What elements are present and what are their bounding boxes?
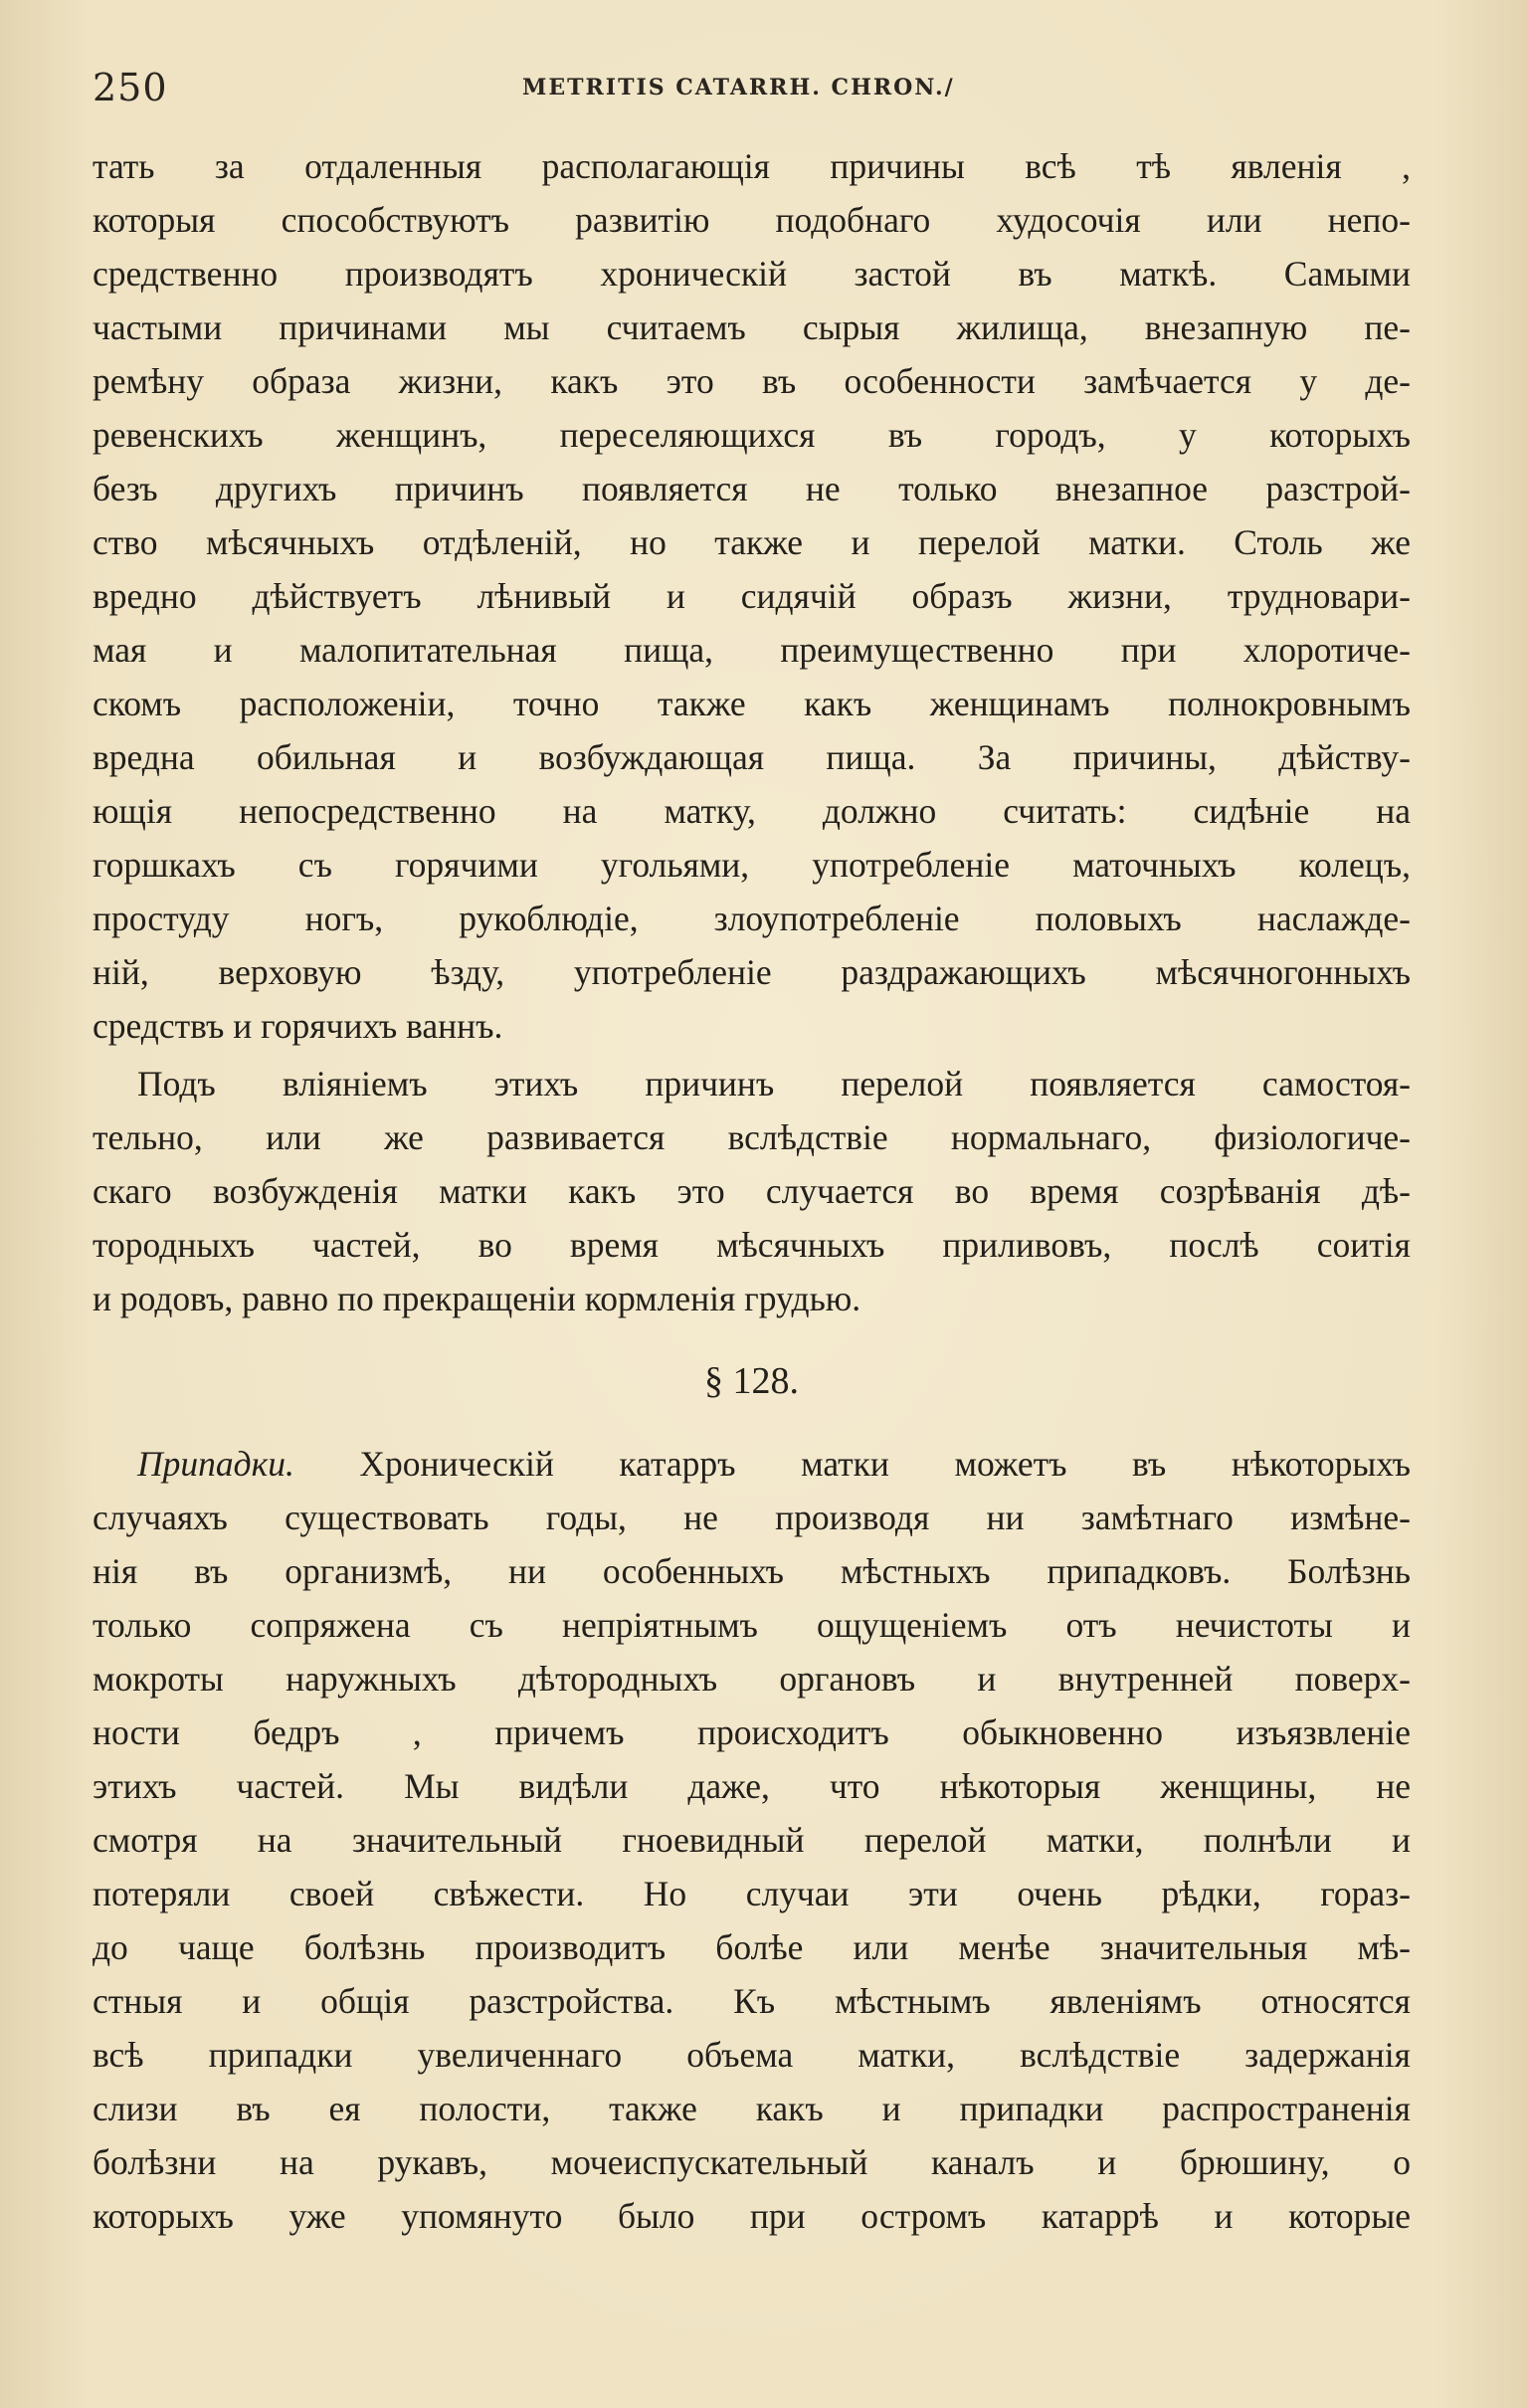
body-text: [93, 139, 1411, 2243]
text-line: болѣзни на рукавъ, мочеиспускательный каналъ и брюшину, о: [93, 2142, 1411, 2182]
paragraph-influence: [93, 1057, 1411, 1325]
text-line: тать за отдаленныя располагающія причины всѣ тѣ явленія ,: [93, 146, 1411, 186]
text-line: всѣ припадки увеличеннаго объема матки, вслѣдствіе задержанія: [93, 2035, 1411, 2075]
text-line: ности бедръ , причемъ происходитъ обыкновенно изъязвленіе: [93, 1712, 1411, 1752]
text-line: и родовъ, равно по прекращеніи кормленія грудью.: [93, 1279, 861, 1318]
text-line: скаго возбужденія матки какъ это случается во время созрѣванія дѣ-: [93, 1171, 1411, 1211]
text-line: стныя и общія разстройства. Къ мѣстнымъ явленіямъ относятся: [93, 1981, 1411, 2021]
text-line: ющія непосредственно на матку, должно считать: сидѣніе на: [93, 791, 1411, 831]
text-line: средственно производятъ хроническій застой въ маткѣ. Самыми: [93, 254, 1411, 294]
text-line: горшкахъ съ горячими угольями, употребленіе маточныхъ колецъ,: [93, 845, 1411, 885]
text-line: Подъ вліяніемъ этихъ причинъ перелой появляется самостоя-: [137, 1064, 1411, 1104]
text-line: вредна обильная и возбуждающая пища. За причины, дѣйству-: [93, 737, 1411, 777]
text-line: ство мѣсячныхъ отдѣленій, но также и перелой матки. Столь же: [93, 522, 1411, 562]
text-line: ремѣну образа жизни, какъ это въ особенности замѣчается у де-: [93, 361, 1411, 401]
text-line: средствъ и горячихъ ваннъ.: [93, 1006, 503, 1046]
text-line: [93, 1437, 1411, 1491]
text-line: безъ другихъ причинъ появляется не только внезапное разстрой-: [93, 469, 1411, 508]
running-head: METRITIS CATARRH. CHRON./: [522, 75, 955, 100]
text-line: тородныхъ частей, во время мѣсячныхъ приливовъ, послѣ соитія: [93, 1225, 1411, 1265]
text-line: вредно дѣйствуетъ лѣнивый и сидячій образъ жизни, трудновари-: [93, 576, 1411, 616]
text-line: смотря на значительный гноевидный перелой матки, полнѣли и: [93, 1820, 1411, 1860]
page-header: [93, 58, 1416, 117]
text-line: которыхъ уже упомянуто было при остромъ катаррѣ и которые: [93, 2196, 1411, 2236]
text-line: мая и малопитательная пища, преимущественно при хлоротиче-: [93, 630, 1411, 670]
text-line: мокроты наружныхъ дѣтородныхъ органовъ и внутренней поверх-: [93, 1659, 1411, 1699]
section-heading: § 128.: [704, 1360, 799, 1402]
text-line: этихъ частей. Мы видѣли даже, что нѣкоторыя женщины, не: [93, 1766, 1411, 1806]
symptoms-lead: Припадки.: [137, 1444, 294, 1484]
symptoms-first-line: Хроническій катарръ матки можетъ въ нѣкоторыхъ: [293, 1444, 1411, 1484]
text-line: только сопряжена съ непріятнымъ ощущеніемъ отъ нечистоты и: [93, 1605, 1411, 1645]
text-line: скомъ расположеніи, точно также какъ женщинамъ полнокровнымъ: [93, 684, 1411, 723]
text-line: тельно, или же развивается вслѣдствіе нормальнаго, физіологиче-: [93, 1117, 1411, 1157]
text-line: которыя способствуютъ развитію подобнаго худосочія или непо-: [93, 200, 1411, 240]
text-line: случаяхъ существовать годы, не производя ни замѣтнаго измѣне-: [93, 1498, 1411, 1537]
paragraph-symptoms: [93, 1437, 1411, 2243]
text-line: частыми причинами мы считаемъ сырыя жилища, внезапную пе-: [93, 307, 1411, 347]
text-line: потеряли своей свѣжести. Но случаи эти очень рѣдки, гораз-: [93, 1874, 1411, 1913]
page-number: 250: [93, 66, 168, 109]
paragraph-causes: [93, 139, 1411, 1053]
text-line: нія въ организмѣ, ни особенныхъ мѣстныхъ припадковъ. Болѣзнь: [93, 1551, 1411, 1591]
text-line: слизи въ ея полости, также какъ и припадки распространенія: [93, 2089, 1411, 2128]
text-line: простуду ногъ, рукоблюдіе, злоупотребленіе половыхъ наслажде-: [93, 899, 1411, 938]
text-line: ній, верховую ѣзду, употребленіе раздражающихъ мѣсячногонныхъ: [93, 952, 1411, 992]
text-line: до чаще болѣзнь производитъ болѣе или менѣе значительныя мѣ-: [93, 1927, 1411, 1967]
text-line: ревенскихъ женщинъ, переселяющихся въ городъ, у которыхъ: [93, 415, 1411, 455]
